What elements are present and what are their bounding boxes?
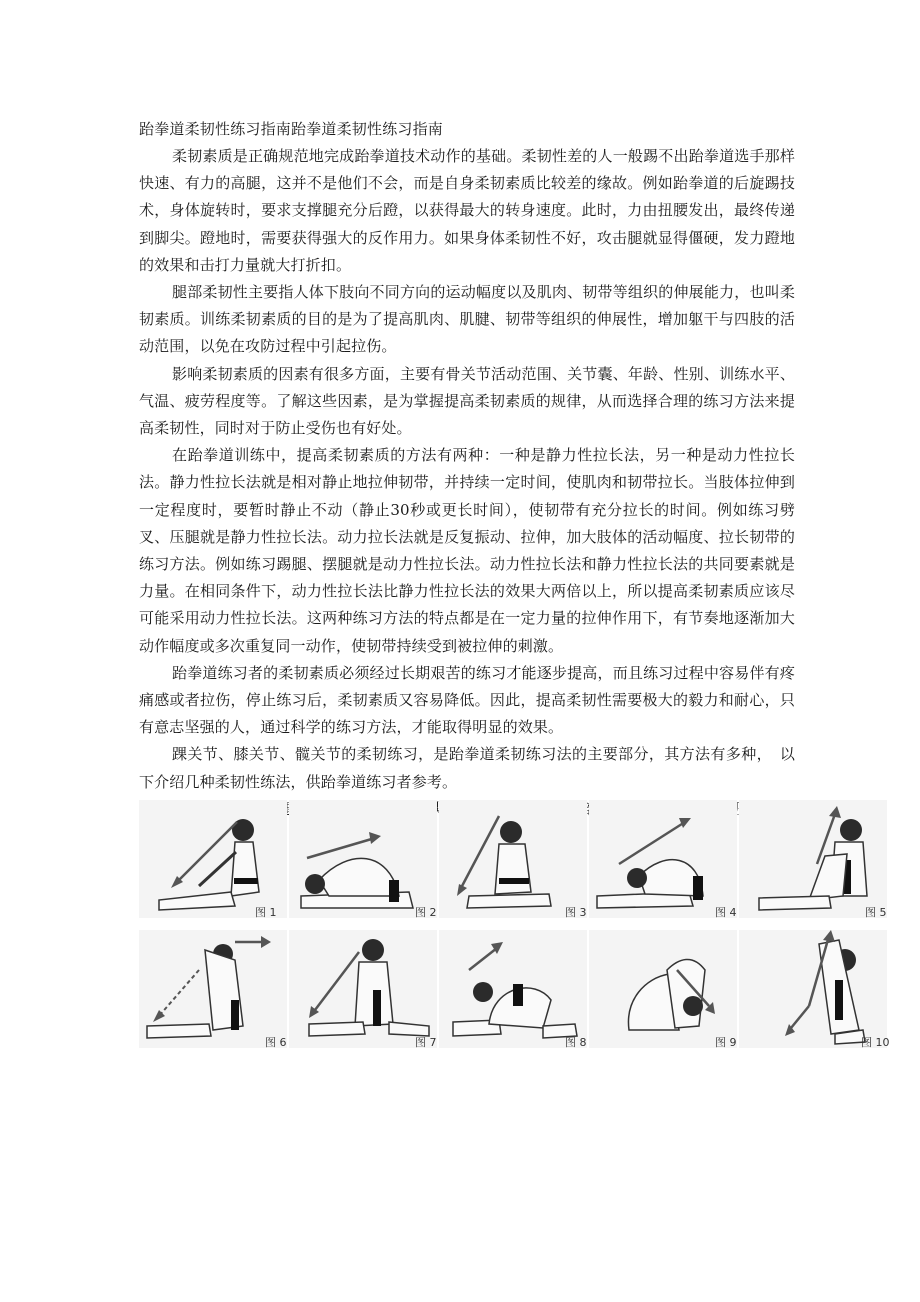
figure-illustration xyxy=(139,930,287,1048)
paragraph-methods: 在跆拳道训练中，提高柔韧素质的方法有两种：一种是静力性拉长法，另一种是动力性拉长法。静力性拉长法就是相对静止地拉伸韧带，并持续一定时间，使肌肉和韧带拉长。当肢体拉伸到一定程度时，要暂时静止不动（静止30秒或更长时间），使韧带有充分拉长的时间。例如练习劈叉、压腿就是静力性拉长法。动力拉长法就是反复振动、拉伸，加大肢体的活动幅度、拉长韧带的练习方法。例如练习踢腿、摆腿就是动力性拉长法。动力性拉长法和静力性拉长法的共同要素就是力量。在相同条件下，动力性拉长法比静力性拉长法的效果大两倍以上，所以提高柔韧素质应该尽可能采用动力性拉长法。这两种练习方法的特点都是在一定力量的拉伸作用下，有节奏地逐渐加大动作幅度或多次重复同一动作，使韧带持续受到被拉伸的刺激。 xyxy=(139,446,795,655)
paragraph-leg-flexibility: 腿部柔韧性主要指人体下肢向不同方向的运动幅度以及肌肉、韧带等组织的伸展能力，也叫柔韧素质。训练柔韧素质的目的是为了提高肌肉、肌腱、韧带等组织的伸展性，增加躯干与四肢的活动范围，以免在攻防过程中引起拉伤。 xyxy=(139,283,795,356)
document-body xyxy=(139,143,795,850)
figure-label: 图 2 xyxy=(415,906,437,919)
figure-label: 图 4 xyxy=(715,906,737,919)
paragraph-perseverance: 跆拳道练习者的柔韧素质必须经过长期艰苦的练习才能逐步提高，而且练习过程中容易伴有疼痛感或者拉伤，停止练习后，柔韧素质又容易降低。因此，提高柔韧性需要极大的毅力和耐心，只有意志坚强的人，通过科学的练习方法，才能取得明显的效果。 xyxy=(139,663,795,737)
figure-label: 图 10 xyxy=(861,1036,890,1049)
figure-illustration xyxy=(439,800,587,918)
figure-illustration xyxy=(139,800,287,918)
figure-label: 图 7 xyxy=(415,1036,437,1049)
figure-illustration xyxy=(439,930,587,1048)
figure-illustration xyxy=(589,800,737,918)
paragraph-factors: 影响柔韧素质的因素有很多方面，主要有骨关节活动范围、关节囊、年龄、性别、训练水平、气温、疲劳程度等。了解这些因素，是为掌握提高柔韧素质的规律，从而选择合理的练习方法来提高柔韧性，同时对于防止受伤也有好处。 xyxy=(139,364,795,438)
figure-illustration xyxy=(289,930,437,1048)
figure-label: 图 3 xyxy=(565,906,587,919)
paragraph-intro: 柔韧素质是正确规范地完成跆拳道技术动作的基础。柔韧性差的人一般踢不出跆拳道选手那样快速、有力的高腿，这并不是他们不会，而是自身柔韧素质比较差的缘故。例如跆拳道的后旋踢技术，身体旋转时，要求支撑腿充分后蹬，以获得最大的转身速度。此时，力由扭腰发出，最终传递到脚尖。蹬地时，需要获得强大的反作用力。如果身体柔韧性不好，攻击腿就显得僵硬，发力蹬地的效果和击打力量就大打折扣。 xyxy=(139,147,795,274)
figure-label: 图 8 xyxy=(565,1036,587,1049)
paragraph-joints: 踝关节、膝关节、髋关节的柔韧练习，是跆拳道柔韧练习法的主要部分，其方法有多种， 以下介绍几种柔韧性练法，供跆拳道练习者参考。 xyxy=(139,745,795,791)
document-title: 跆拳道柔韧性练习指南跆拳道柔韧性练习指南 xyxy=(139,120,444,138)
figure-label: 图 6 xyxy=(265,1036,287,1049)
figure-label: 图 9 xyxy=(715,1036,737,1049)
figure-strip xyxy=(139,800,891,1050)
figure-illustration xyxy=(289,800,437,918)
figure-illustration xyxy=(739,800,887,918)
figure-label: 图 1 xyxy=(255,906,277,919)
figure-illustration xyxy=(739,930,890,1049)
figure-illustration xyxy=(589,930,737,1048)
figure-label: 图 5 xyxy=(865,906,887,919)
